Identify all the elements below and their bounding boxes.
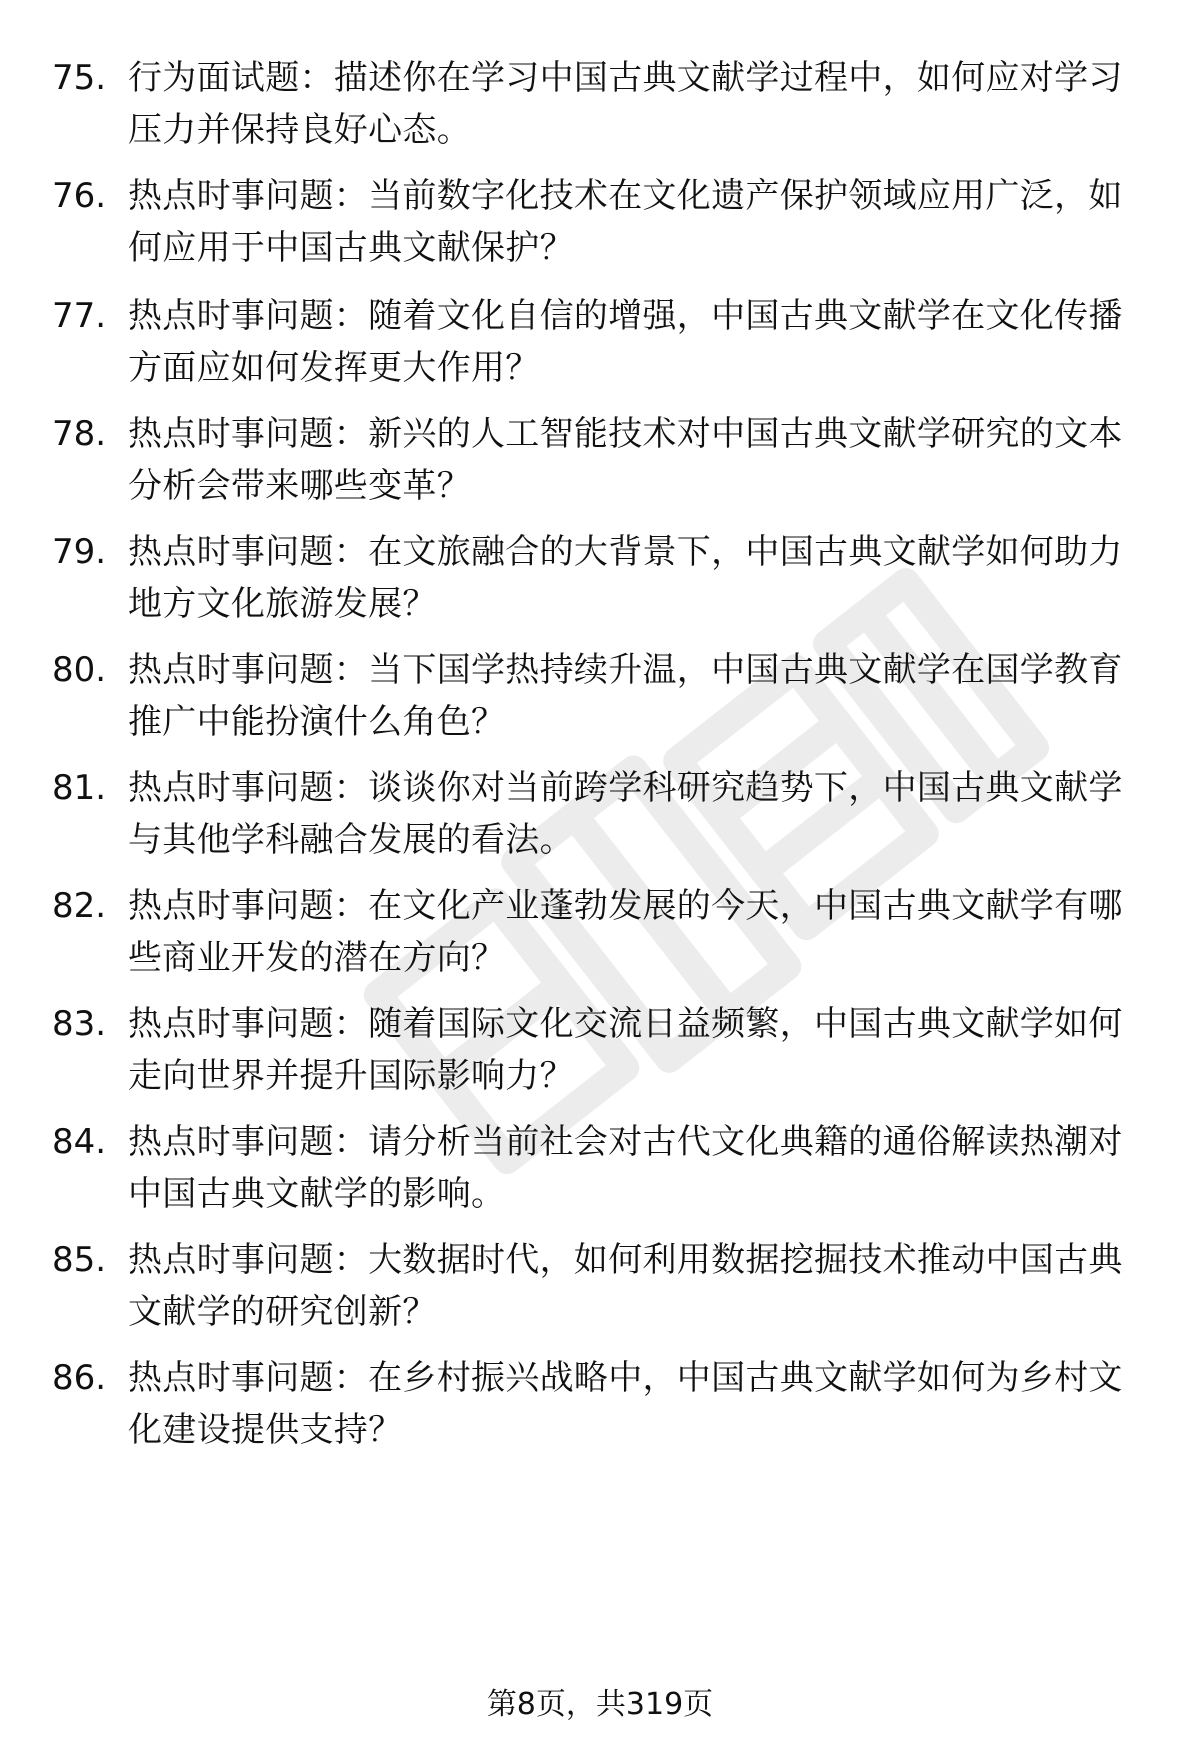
list-item [0,1352,1200,1452]
question-text: 热点时事问题：请分析当前社会对古代文化典籍的通俗解读热潮对中国古典文献学的影响。 [128,1122,1123,1214]
question-number: 79. [52,532,107,572]
question-number: 80. [52,650,107,690]
list-item [0,290,1200,390]
question-text: 热点时事问题：随着国际文化交流日益频繁，中国古典文献学如何走向世界并提升国际影响力？ [128,1004,1123,1096]
question-number: 81. [52,768,107,808]
question-text: 热点时事问题：当前数字化技术在文化遗产保护领域应用广泛，如何应用于中国古典文献保护？ [128,176,1123,268]
question-number: 85. [52,1240,107,1280]
question-text: 热点时事问题：新兴的人工智能技术对中国古典文献学研究的文本分析会带来哪些变革？ [128,414,1123,506]
question-number: 75. [52,58,107,98]
list-item [0,52,1200,152]
question-number: 86. [52,1358,107,1398]
list-item [0,880,1200,980]
question-number: 77. [52,296,107,336]
question-text: 热点时事问题：当下国学热持续升温，中国古典文献学在国学教育推广中能扮演什么角色？ [128,650,1123,742]
question-text: 热点时事问题：在文化产业蓬勃发展的今天，中国古典文献学有哪些商业开发的潜在方向？ [128,886,1123,978]
list-item [0,170,1200,270]
list-item [0,1116,1200,1216]
list-item [0,408,1200,508]
question-text: 行为面试题：描述你在学习中国古典文献学过程中，如何应对学习压力并保持良好心态。 [128,58,1123,150]
question-text: 热点时事问题：在文旅融合的大背景下，中国古典文献学如何助力地方文化旅游发展？ [128,532,1123,624]
list-item [0,762,1200,862]
question-number: 78. [52,414,107,454]
list-item [0,526,1200,626]
question-text: 热点时事问题：大数据时代，如何利用数据挖掘技术推动中国古典文献学的研究创新？ [128,1240,1123,1332]
question-number: 83. [52,1004,107,1044]
list-item [0,1234,1200,1334]
question-text: 热点时事问题：谈谈你对当前跨学科研究趋势下，中国古典文献学与其他学科融合发展的看法。 [128,768,1123,860]
question-text: 热点时事问题：在乡村振兴战略中，中国古典文献学如何为乡村文化建设提供支持？ [128,1358,1123,1450]
question-number: 84. [52,1122,107,1162]
list-item [0,998,1200,1098]
page-footer: 第8页，共319页 [486,1687,714,1722]
question-number: 76. [52,176,107,216]
question-number: 82. [52,886,107,926]
question-text: 热点时事问题：随着文化自信的增强，中国古典文献学在文化传播方面应如何发挥更大作用？ [128,296,1123,388]
list-item [0,644,1200,744]
